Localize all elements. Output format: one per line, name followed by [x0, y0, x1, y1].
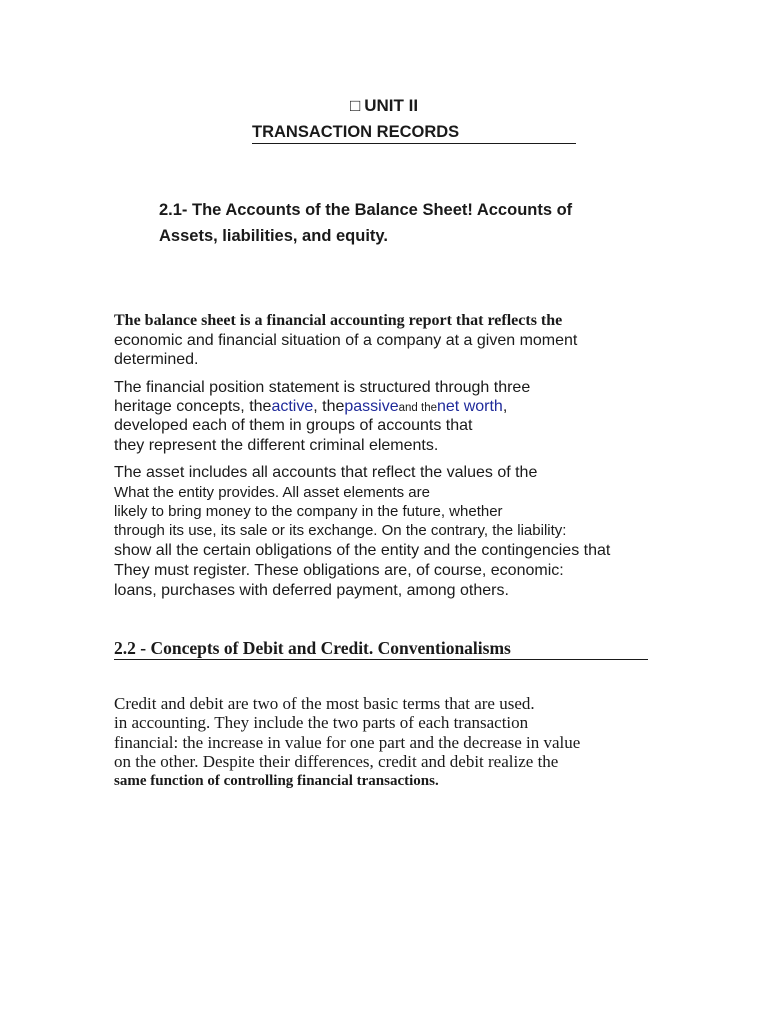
para4-line2: in accounting. They include the two parts of each transaction: [114, 713, 529, 732]
para2-line1: The financial position statement is structured through three: [114, 379, 531, 396]
term-net-worth: net worth: [437, 398, 503, 415]
para3-line3: likely to bring money to the company in the future, whether: [114, 503, 503, 520]
para3-line1: The asset includes all accounts that reflect the values of the: [114, 464, 538, 481]
section-2-2-heading: 2.2 - Concepts of Debit and Credit. Conventionalisms: [114, 638, 648, 660]
para3-line7: loans, purchases with deferred payment, among others.: [114, 582, 509, 599]
para2-text-a: heritage concepts, the: [114, 398, 272, 415]
para4-line5: same function of controlling financial transactions.: [114, 773, 439, 789]
para3-line2: What the entity provides. All asset elements are: [114, 484, 430, 501]
para2-text-and: and the: [398, 402, 437, 414]
term-active: active: [271, 398, 314, 415]
para3-line5: show all the certain obligations of the entity and the contingencies that: [114, 542, 611, 559]
para3-line4: through its use, its sale or its exchange. On the contrary, the liability:: [114, 522, 567, 539]
term-passive: passive: [344, 398, 399, 415]
section-2-1-heading-line2: Assets, liabilities, and equity.: [159, 227, 388, 245]
para1-line3: determined.: [114, 351, 199, 368]
para2-line3: developed each of them in groups of accounts that: [114, 417, 473, 434]
missing-glyph-icon: □: [349, 96, 361, 115]
page-title: TRANSACTION RECORDS: [252, 122, 576, 144]
para2-line2: [114, 398, 507, 416]
section-2-1-heading-line1: 2.1- The Accounts of the Balance Sheet! Accounts of: [159, 201, 573, 219]
para4-line1: Credit and debit are two of the most basic terms that are used.: [114, 694, 535, 713]
unit-heading: [0, 96, 768, 116]
unit-label: UNIT II: [364, 96, 419, 115]
para3-line6: They must register. These obligations are, of course, economic:: [114, 562, 564, 579]
para4-line4: on the other. Despite their differences, credit and debit realize the: [114, 752, 559, 771]
para2-line4: they represent the different criminal elements.: [114, 437, 439, 454]
para4-line3: financial: the increase in value for one part and the decrease in value: [114, 733, 581, 752]
para1-line2: economic and financial situation of a company at a given moment: [114, 332, 578, 349]
para2-text-b: , the: [313, 398, 345, 415]
para2-text-c: ,: [502, 398, 508, 415]
para1-line1: The balance sheet is a financial accounting report that reflects the: [114, 312, 563, 329]
